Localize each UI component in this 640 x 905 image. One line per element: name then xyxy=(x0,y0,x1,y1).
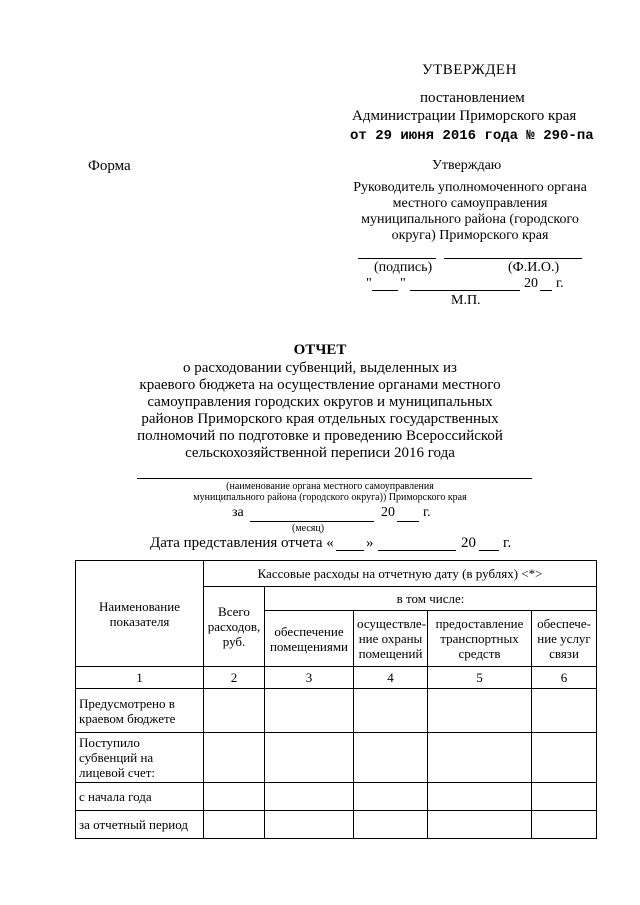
name-line xyxy=(444,258,582,259)
header-cash-expenses: Кассовые расходы на отчетную дату (в рублях) <*> xyxy=(204,561,597,587)
submit-prefix: Дата представления отчета « xyxy=(150,535,334,551)
confirm-line-4: округа) Приморского края xyxy=(391,228,549,243)
col-number-1: 1 xyxy=(76,667,204,689)
header-security: осуществле-ние охраны помещений xyxy=(354,611,428,667)
period-year-prefix: 20 xyxy=(381,505,395,520)
date-year-line xyxy=(540,290,552,291)
row-label: Предусмотрено в краевом бюджете xyxy=(76,689,204,733)
table-cell xyxy=(265,733,354,783)
submit-year-suffix: г. xyxy=(503,535,512,551)
table-cell xyxy=(265,689,354,733)
report-line-5: полномочий по подготовке и проведению Всероссийской xyxy=(137,428,503,444)
row-label: Поступило субвенций на лицевой счет: xyxy=(76,733,204,783)
date-quote-close: " xyxy=(400,276,406,291)
submit-quote-close: » xyxy=(366,535,374,551)
table-cell xyxy=(532,811,597,839)
col-number-5: 5 xyxy=(428,667,532,689)
table-cell xyxy=(265,783,354,811)
date-year-prefix: 20 xyxy=(524,276,538,291)
table-row xyxy=(76,689,597,733)
name-caption: (Ф.И.О.) xyxy=(508,260,560,275)
report-line-1: о расходовании субвенций, выделенных из xyxy=(183,360,457,376)
table-cell xyxy=(354,733,428,783)
table-row xyxy=(76,811,597,839)
table-cell xyxy=(532,689,597,733)
org-caption-2: муниципального района (городского округа)) Приморского края xyxy=(193,492,467,503)
table-cell xyxy=(532,733,597,783)
period-month-line xyxy=(250,521,374,522)
submit-day-line xyxy=(336,550,364,551)
col-number-2: 2 xyxy=(204,667,265,689)
form-label: Форма xyxy=(88,158,131,174)
period-prefix: за xyxy=(232,505,244,520)
table-cell xyxy=(354,811,428,839)
table-cell xyxy=(204,733,265,783)
signature-line xyxy=(358,258,436,259)
signature-caption: (подпись) xyxy=(374,260,433,275)
org-caption-1: (наименование органа местного самоуправления xyxy=(226,481,434,492)
column-numbers-row xyxy=(76,667,597,689)
report-line-4: районов Приморского края отдельных государственных xyxy=(141,411,499,427)
approval-line-3: от 29 июня 2016 года № 290-па xyxy=(350,128,594,144)
col-number-6: 6 xyxy=(532,667,597,689)
table-cell xyxy=(428,733,532,783)
report-line-6: сельскохозяйственной переписи 2016 года xyxy=(185,445,455,461)
date-month-line xyxy=(410,290,520,291)
table-cell xyxy=(204,783,265,811)
header-indicator-name: Наименование показателя xyxy=(76,561,204,667)
report-title: ОТЧЕТ xyxy=(293,342,347,358)
table-row xyxy=(76,733,597,783)
date-quote-open: " xyxy=(366,276,372,291)
confirm-line-2: местного самоуправления xyxy=(392,196,548,211)
header-including: в том числе: xyxy=(265,587,597,611)
row-label: с начала года xyxy=(76,783,204,811)
header-total: Всего расходов, руб. xyxy=(204,587,265,667)
table-cell xyxy=(204,811,265,839)
submit-year-line xyxy=(479,550,499,551)
table-cell xyxy=(428,811,532,839)
header-transport: предоставление транспортных средств xyxy=(428,611,532,667)
table-cell xyxy=(354,783,428,811)
col-number-3: 3 xyxy=(265,667,354,689)
table-cell xyxy=(265,811,354,839)
table-cell xyxy=(428,689,532,733)
confirm-title: Утверждаю xyxy=(432,158,502,173)
row-label: за отчетный период xyxy=(76,811,204,839)
date-day-line xyxy=(372,290,398,291)
table-cell xyxy=(204,689,265,733)
table-row xyxy=(76,783,597,811)
date-year-suffix: г. xyxy=(556,276,564,291)
approval-line-2: Администрации Приморского края xyxy=(352,108,577,124)
col-number-4: 4 xyxy=(354,667,428,689)
stamp-label: М.П. xyxy=(451,293,481,308)
confirm-line-1: Руководитель уполномоченного органа xyxy=(353,180,587,195)
report-table xyxy=(75,560,597,839)
header-communication: обеспече-ние услуг связи xyxy=(532,611,597,667)
submit-month-line xyxy=(378,550,456,551)
period-year-line xyxy=(397,521,419,522)
period-year-suffix: г. xyxy=(423,505,431,520)
approval-title: УТВЕРЖДЕН xyxy=(422,62,517,78)
org-name-line xyxy=(137,478,532,479)
report-line-2: краевого бюджета на осуществление органами местного xyxy=(139,377,501,393)
confirm-line-3: муниципального района (городского xyxy=(361,212,579,227)
table-cell xyxy=(354,689,428,733)
header-premises: обеспечение помещениями xyxy=(265,611,354,667)
submit-year-prefix: 20 xyxy=(461,535,476,551)
table-cell xyxy=(532,783,597,811)
report-line-3: самоуправления городских округов и муниципальных xyxy=(147,394,493,410)
table-cell xyxy=(428,783,532,811)
month-caption: (месяц) xyxy=(292,523,325,534)
approval-line-1: постановлением xyxy=(420,90,525,106)
